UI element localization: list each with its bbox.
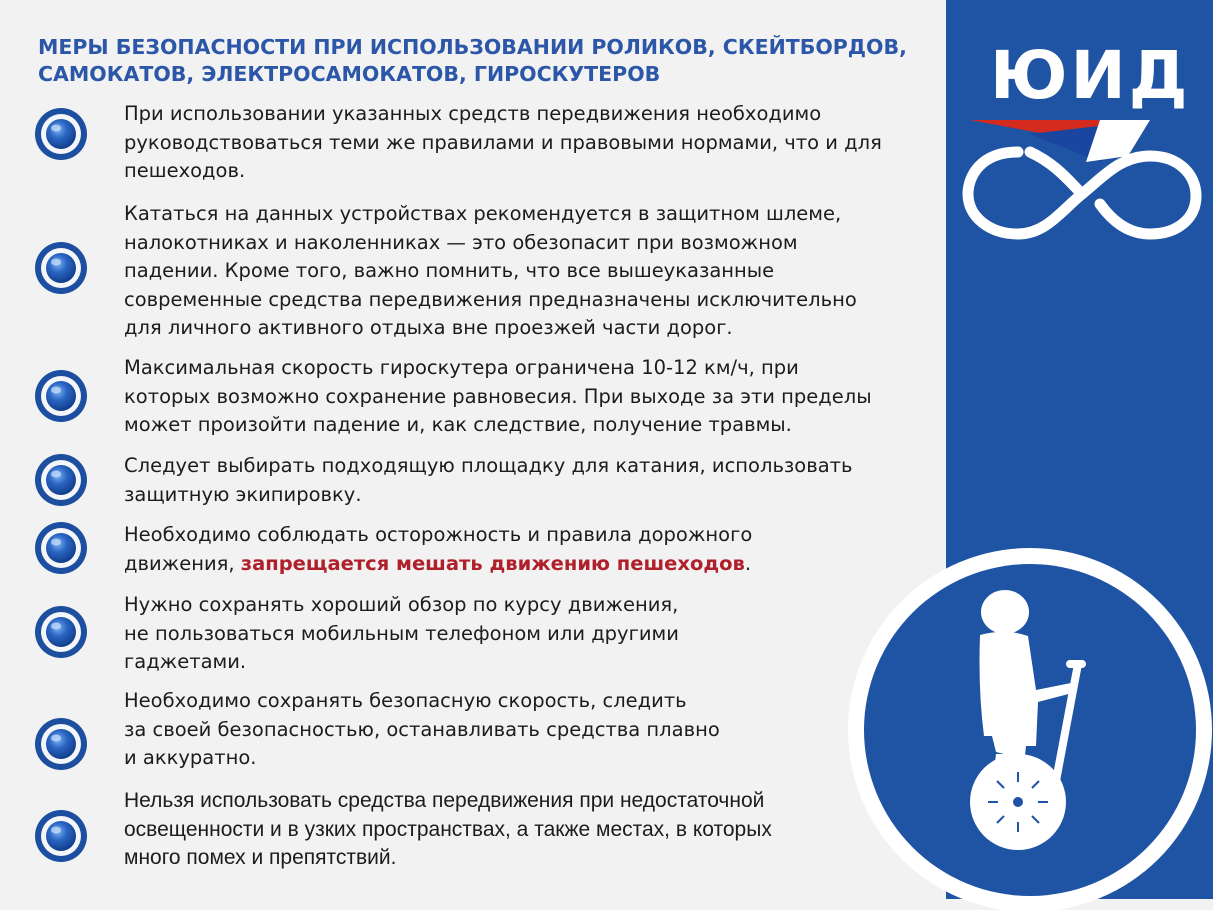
- blue-ring-bullet-icon: [33, 240, 89, 296]
- item-text-line: защитную экипировку.: [124, 482, 362, 506]
- item-text-line: Необходимо сохранять безопасную скорость, следить: [124, 689, 687, 712]
- item-text-line: Нельзя использовать средства передвижения при недостаточной: [124, 789, 765, 812]
- item-text-line: современные средства передвижения предназначены исключительно: [124, 287, 857, 311]
- item-text-line: При использовании указанных средств передвижения необходимо: [124, 102, 822, 125]
- blue-ring-bullet-icon: [33, 368, 89, 424]
- page-title: [38, 34, 918, 88]
- logo-text: ЮИД: [990, 37, 1191, 114]
- title-line-1: МЕРЫ БЕЗОПАСНОСТИ ПРИ ИСПОЛЬЗОВАНИИ РОЛИКОВ, СКЕЙТБОРДОВ,: [38, 35, 907, 59]
- blue-ring-bullet-icon: [33, 520, 89, 576]
- list-item: [124, 200, 857, 343]
- item-text-line: [124, 550, 752, 579]
- blue-ring-bullet-icon: [33, 452, 89, 508]
- item-text-line: Максимальная скорость гироскутера ограничена 10-12 км/ч, при: [124, 356, 799, 379]
- item-text-line: руководствоваться теми же правилами и правовыми нормами, что и для: [124, 130, 882, 154]
- item-text-line: и аккуратно.: [124, 746, 257, 769]
- list-item: [124, 354, 872, 440]
- blue-ring-bullet-icon: [33, 106, 89, 162]
- item-text-line: Нужно сохранять хороший обзор по курсу движения,: [124, 593, 679, 616]
- warning-text: запрещается мешать движению пешеходов: [240, 551, 745, 575]
- blue-ring-bullet-icon: [33, 604, 89, 660]
- item-text-line: не пользоваться мобильным телефоном или другими: [124, 621, 679, 645]
- item-text-line: которых возможно сохранение равновесия. При выходе за эти пределы: [124, 384, 872, 408]
- bicycle-flag-icon: [960, 112, 1206, 252]
- item-text-line: налокотниках и наколенниках — это обезопасит при возможном: [124, 230, 798, 254]
- list-item: [124, 100, 882, 186]
- gyroscooter-rider-icon: [840, 540, 1213, 910]
- item-text-line: много помех и препятствий.: [124, 846, 397, 869]
- item-text-line: Необходимо соблюдать осторожность и правила дорожного: [124, 523, 753, 546]
- blue-ring-bullet-icon: [33, 808, 89, 864]
- item-text-line: Кататься на данных устройствах рекомендуется в защитном шлеме,: [124, 202, 842, 225]
- item-text-line: Следует выбирать подходящую площадку для катания, использовать: [124, 454, 853, 477]
- item-text-line: пешеходов.: [124, 159, 246, 182]
- list-item: [124, 521, 752, 578]
- item-text-line: падении. Кроме того, важно помнить, что все вышеуказанные: [124, 259, 775, 282]
- item-text-start: движения,: [124, 551, 241, 575]
- item-text-line: гаджетами.: [124, 650, 247, 673]
- list-item: [124, 452, 853, 509]
- list-item: [124, 787, 772, 873]
- item-text-line: за своей безопасностью, останавливать средства плавно: [124, 717, 720, 741]
- item-text-line: для личного активного отдыха вне проезжей части дорог.: [124, 316, 733, 339]
- item-text-line: может произойти падение и, как следствие, получение травмы.: [124, 413, 792, 436]
- blue-ring-bullet-icon: [33, 716, 89, 772]
- item-text-end: .: [744, 551, 752, 575]
- title-line-2: САМОКАТОВ, ЭЛЕКТРОСАМОКАТОВ, ГИРОСКУТЕРОВ: [38, 62, 661, 86]
- list-item: [124, 591, 679, 677]
- item-text-line: освещенности и в узких пространствах, а также местах, в которых: [124, 817, 772, 841]
- list-item: [124, 687, 720, 773]
